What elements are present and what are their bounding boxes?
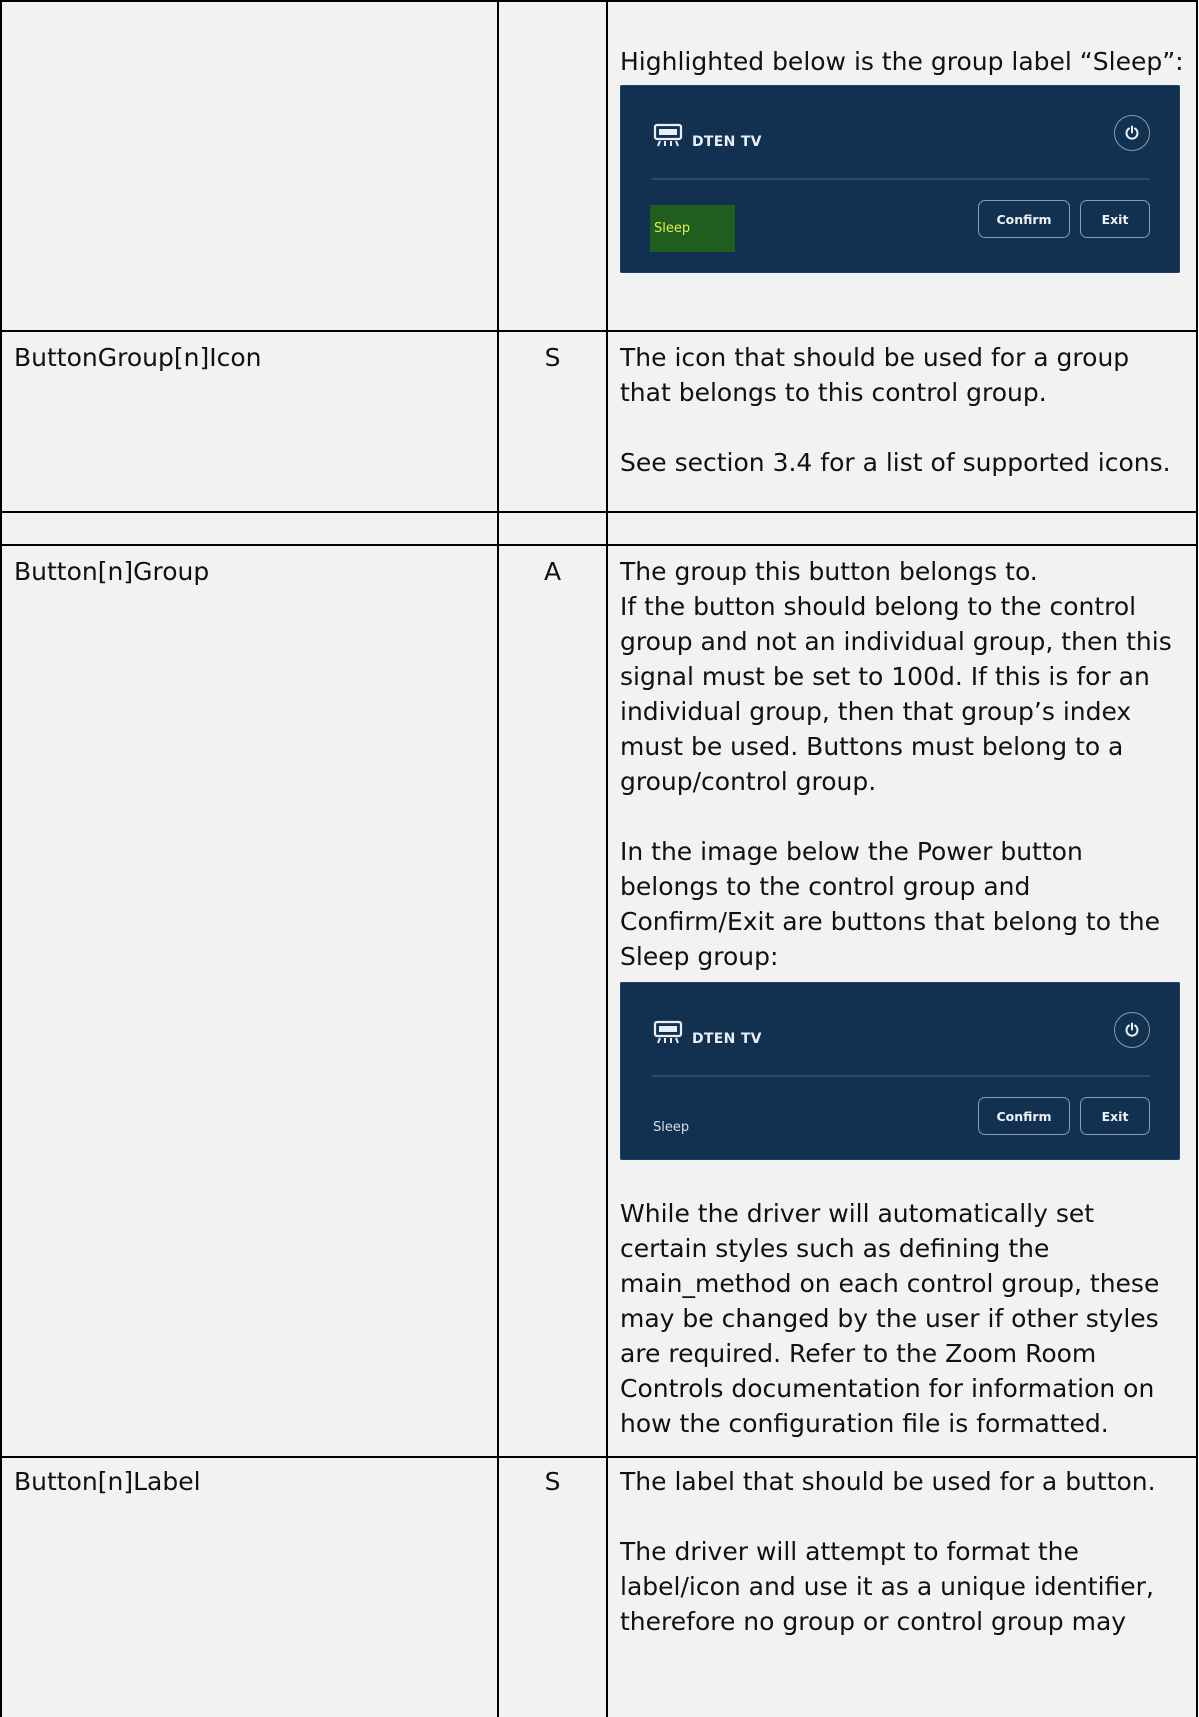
power-button[interactable] xyxy=(1114,115,1150,151)
row1-desc-text: See section 3.4 for a list of supported icons. xyxy=(620,448,1171,477)
signal-type: S xyxy=(544,1467,561,1496)
row0-name-cell xyxy=(0,0,499,332)
panel-divider xyxy=(652,178,1150,180)
row3-desc-text: While the driver will automatically set certain styles such as defining the main_method on each control group, these may be changed by the user if other styles are required. Refer to the Zoom Room Controls documentation for information on how the configuration file is formatted. xyxy=(620,1199,1160,1438)
row3-desc-text: The group this button belongs to. xyxy=(620,557,1038,586)
row2-name-cell xyxy=(0,513,499,546)
dten-control-panel-image xyxy=(620,85,1180,273)
power-icon xyxy=(1124,125,1140,141)
power-icon xyxy=(1124,1022,1140,1038)
device-name: DTEN TV xyxy=(692,134,762,150)
signal-name: ButtonGroup[n]Icon xyxy=(14,343,262,372)
group-label-sleep-highlighted: Sleep xyxy=(650,205,735,252)
row4-desc-text: The driver will attempt to format the label/icon and use it as a unique identifier, therefore no group or control group may xyxy=(620,1537,1154,1636)
row1-desc-cell xyxy=(608,332,1198,513)
exit-button[interactable]: Exit xyxy=(1080,1097,1150,1135)
row2-type-cell xyxy=(499,513,608,546)
row1-name-cell xyxy=(0,332,499,513)
row3-desc-cell xyxy=(608,546,1198,1458)
tv-icon xyxy=(653,123,683,147)
group-label-sleep: Sleep xyxy=(653,1120,690,1135)
signal-name: Button[n]Label xyxy=(14,1467,201,1496)
row4-desc-text: The label that should be used for a button. xyxy=(620,1467,1156,1496)
row3-desc-text: In the image below the Power button belongs to the control group and Confirm/Exit are buttons that belong to the Sleep group: xyxy=(620,837,1160,971)
row3-type-cell xyxy=(499,546,608,1458)
panel-divider xyxy=(652,1075,1150,1077)
exit-button[interactable]: Exit xyxy=(1080,200,1150,238)
row4-type-cell xyxy=(499,1458,608,1717)
row2-desc-cell xyxy=(608,513,1198,546)
row3-desc-text: If the button should belong to the control group and not an individual group, then this signal must be set to 100d. If this is for an individual group, then that group’s index must be used. Buttons must belong to a group/control group. xyxy=(620,592,1172,796)
row4-desc-cell xyxy=(608,1458,1198,1717)
signal-type: S xyxy=(544,343,561,372)
signal-type: A xyxy=(543,557,562,586)
dten-control-panel-image xyxy=(620,982,1180,1160)
confirm-button[interactable]: Confirm xyxy=(978,1097,1070,1135)
confirm-button[interactable]: Confirm xyxy=(978,200,1070,238)
row0-desc-text: Highlighted below is the group label “Sleep”: xyxy=(620,47,1184,76)
row0-desc-cell xyxy=(608,0,1198,332)
row1-desc-text: The icon that should be used for a group that belongs to this control group. xyxy=(620,343,1130,407)
row3-name-cell xyxy=(0,546,499,1458)
power-button[interactable] xyxy=(1114,1012,1150,1048)
row1-type-cell xyxy=(499,332,608,513)
device-name: DTEN TV xyxy=(692,1031,762,1047)
tv-icon xyxy=(653,1020,683,1044)
signal-name: Button[n]Group xyxy=(14,557,210,586)
row0-type-cell xyxy=(499,0,608,332)
row4-name-cell xyxy=(0,1458,499,1717)
